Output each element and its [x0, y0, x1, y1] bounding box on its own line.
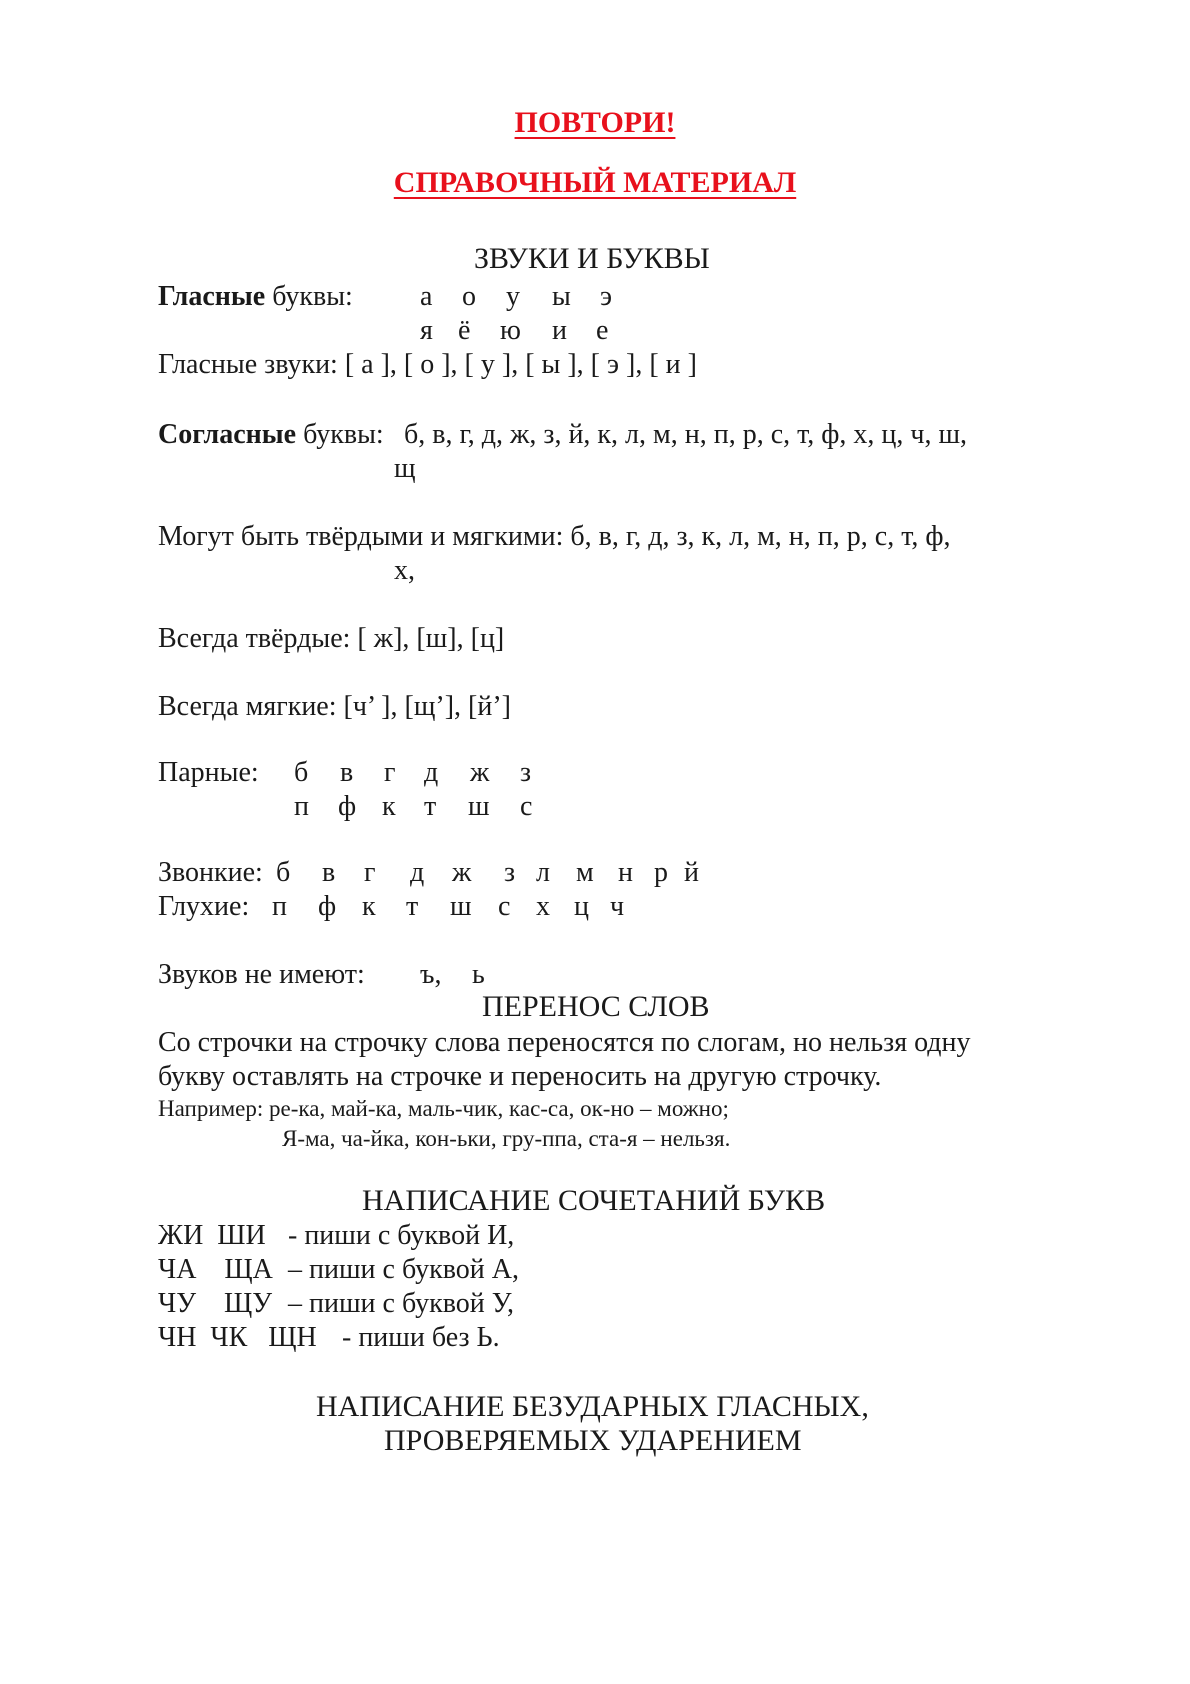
vowel-letter: э [600, 281, 613, 312]
paired-letter: ф [338, 791, 357, 822]
voiceless-letter: к [362, 891, 376, 922]
voiceless-letter: ч [610, 891, 625, 922]
paired-letter: б [294, 757, 309, 788]
combination-text: – пиши с буквой А, [288, 1254, 519, 1285]
voiceless-letter: ш [450, 891, 472, 922]
title-repeat: ПОВТОРИ! [514, 106, 676, 139]
voiced-letter: р [654, 857, 668, 888]
vowel-letter: я [420, 315, 433, 346]
voiced-letter: ж [452, 857, 472, 888]
vowel-letter: и [552, 315, 567, 346]
voiceless-letter: ф [318, 891, 337, 922]
section-heading-unstressed-line2: ПРОВЕРЯЕМЫХ УДАРЕНИЕМ [384, 1424, 802, 1457]
voiced-letter: н [618, 857, 633, 888]
consonant-letters-line1: б, в, г, д, ж, з, й, к, л, м, н, п, р, с, т, ф, х, ц, ч, ш, [404, 419, 968, 450]
voiced-letter: б [276, 857, 291, 888]
voiced-letter: д [410, 857, 425, 888]
consonant-letters-line2: щ [394, 453, 416, 484]
voiceless-letter: х [536, 891, 550, 922]
title-reference: СПРАВОЧНЫЙ МАТЕРИАЛ [393, 166, 797, 199]
paired-label: Парные: [158, 757, 259, 788]
voiceless-letter: ц [574, 891, 589, 922]
voiced-letter: м [576, 857, 594, 888]
vowel-letters-label: Гласные буквы: [158, 281, 353, 312]
section-heading-hyphenation: ПЕРЕНОС СЛОВ [482, 990, 710, 1023]
voiced-letter: з [504, 857, 516, 888]
consonant-letters-label: Согласные буквы: [158, 419, 384, 450]
hyphenation-example-line2: Я-ма, ча-йка, кон-ьки, гру-ппа, ста-я – нельзя. [282, 1126, 731, 1151]
combination-pair: ЧУ ЩУ [158, 1288, 273, 1319]
paired-letter: т [424, 791, 437, 822]
no-sounds-letter: ъ, [420, 959, 442, 990]
combination-pair: ЖИ ШИ [158, 1220, 266, 1251]
paired-letter: ш [468, 791, 490, 822]
vowel-letter: ы [552, 281, 571, 312]
paired-letter: к [382, 791, 396, 822]
always-soft: Всегда мягкие: [ч’ ], [щ’], [й’] [158, 691, 511, 722]
vowel-letter: е [596, 315, 609, 346]
combination-text: – пиши с буквой У, [288, 1288, 514, 1319]
vowel-letter: у [506, 281, 520, 312]
voiced-letter: г [364, 857, 376, 888]
hard-soft-line2: х, [394, 555, 415, 586]
combination-text: - пиши с буквой И, [288, 1220, 515, 1251]
vowel-letter: о [462, 281, 476, 312]
voiceless-letter: с [498, 891, 511, 922]
paired-letter: ж [470, 757, 490, 788]
voiceless-label: Глухие: [158, 891, 250, 922]
vowel-letter: а [420, 281, 433, 312]
paired-letter: с [520, 791, 533, 822]
no-sounds-label: Звуков не имеют: [158, 959, 365, 990]
vowel-letter: ё [458, 315, 471, 346]
hyphenation-example-line1: Например: ре-ка, май-ка, маль-чик, кас-са, ок-но – можно; [158, 1096, 729, 1121]
no-sounds-letter: ь [472, 959, 485, 990]
paired-letter: з [520, 757, 532, 788]
vowel-sounds: Гласные звуки: [ а ], [ о ], [ у ], [ ы ], [ э ], [ и ] [158, 349, 697, 380]
combination-text: - пиши без Ь. [342, 1322, 500, 1353]
voiced-label: Звонкие: [158, 857, 263, 888]
voiceless-letter: п [272, 891, 287, 922]
voiceless-letter: т [406, 891, 419, 922]
paired-letter: п [294, 791, 309, 822]
hyphenation-rule-line1: Со строчки на строчку слова переносятся по слогам, но нельзя одну [158, 1027, 971, 1058]
section-heading-sounds-letters: ЗВУКИ И БУКВЫ [474, 242, 710, 275]
hyphenation-rule-line2: букву оставлять на строчке и переносить на другую строчку. [158, 1061, 882, 1092]
paired-letter: в [340, 757, 354, 788]
vowel-letter: ю [500, 315, 521, 346]
combination-pair: ЧН ЧК ЩН [158, 1322, 317, 1353]
voiced-letter: л [536, 857, 550, 888]
paired-letter: д [424, 757, 439, 788]
section-heading-unstressed-line1: НАПИСАНИЕ БЕЗУДАРНЫХ ГЛАСНЫХ, [316, 1390, 869, 1423]
voiced-letter: в [322, 857, 336, 888]
voiced-letter: й [684, 857, 699, 888]
paired-letter: г [384, 757, 396, 788]
always-hard: Всегда твёрдые: [ ж], [ш], [ц] [158, 623, 505, 654]
combination-pair: ЧА ЩА [158, 1254, 273, 1285]
hard-soft-line1: Могут быть твёрдыми и мягкими: б, в, г, д, з, к, л, м, н, п, р, с, т, ф, [158, 521, 951, 552]
section-heading-combinations: НАПИСАНИЕ СОЧЕТАНИЙ БУКВ [362, 1184, 826, 1217]
